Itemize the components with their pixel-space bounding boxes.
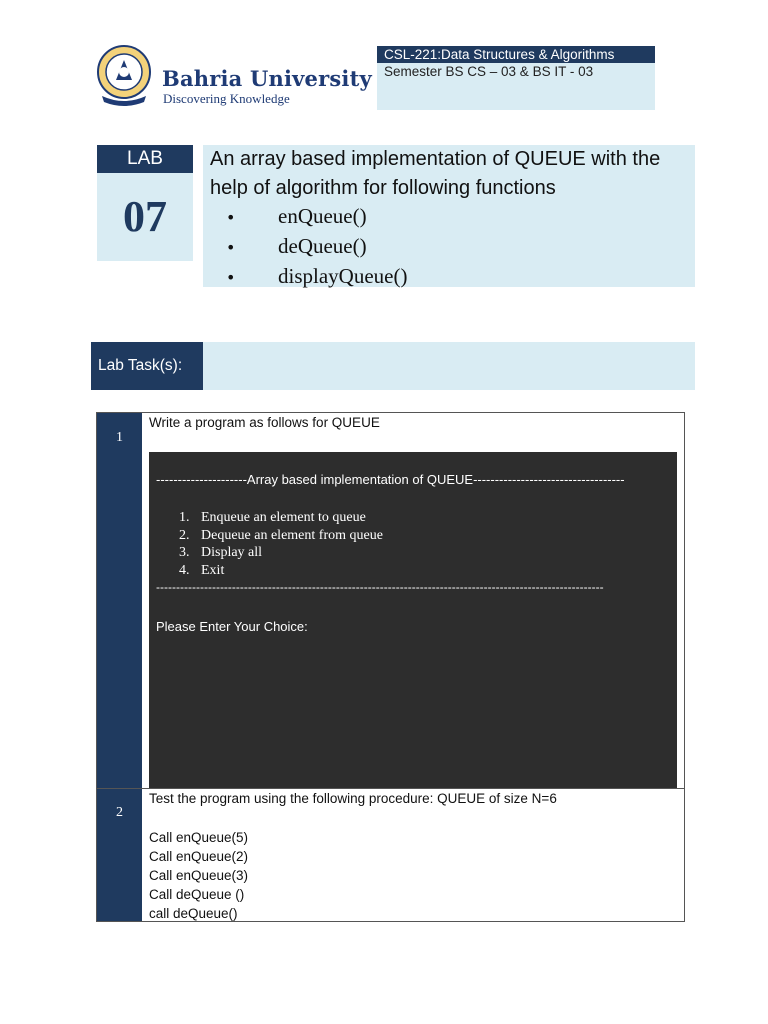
- step-item: Call enQueue(2): [149, 849, 249, 864]
- console-divider: ----------------------------------------------------------------------------------------------------------------: [156, 580, 604, 594]
- bullet-icon: •: [226, 268, 236, 287]
- task-2-text: Test the program using the following procedure: QUEUE of size N=6: [149, 791, 557, 806]
- lab-number: 07: [123, 192, 167, 241]
- bullet-icon: •: [226, 238, 236, 257]
- lab-tasks-banner: [203, 342, 695, 390]
- lab-tasks-label: Lab Task(s):: [91, 342, 203, 390]
- lab-label: LAB: [97, 145, 193, 173]
- function-list: [226, 202, 407, 292]
- task-number-column: [97, 413, 142, 921]
- bullet-icon: •: [226, 208, 236, 227]
- lab-title: An array based implementation of QUEUE with the help of algorithm for following functions: [210, 148, 661, 199]
- console-prompt: Please Enter Your Choice:: [156, 619, 308, 634]
- test-steps: [149, 828, 248, 923]
- task-number-2: 2: [116, 805, 123, 820]
- list-item: • deQueue(): [226, 232, 407, 262]
- university-tagline: Discovering Knowledge: [163, 91, 290, 106]
- menu-item: 3. Display all: [179, 545, 263, 561]
- semester-info: Semester BS CS – 03 & BS IT - 03: [384, 64, 594, 79]
- menu-item: 1. Enqueue an element to queue: [179, 510, 366, 525]
- console-menu: [172, 509, 383, 579]
- university-seal-icon: [96, 42, 152, 108]
- task-1-text: Write a program as follows for QUEUE: [149, 415, 380, 430]
- menu-item: 2. Dequeue an element from queue: [179, 527, 383, 543]
- step-item: Call enQueue(3): [149, 868, 249, 883]
- list-item: • displayQueue(): [226, 262, 407, 292]
- university-name: Bahria University: [162, 66, 372, 91]
- university-logo: [96, 42, 372, 112]
- menu-item: 4. Exit: [179, 562, 225, 578]
- step-item: call deQueue(): [149, 906, 238, 921]
- task-number-1: 1: [116, 430, 123, 445]
- step-item: Call enQueue(5): [149, 830, 249, 845]
- list-item: • enQueue(): [226, 202, 407, 232]
- console-heading: ---------------------Array based implementation of QUEUE-----------------------------------: [156, 472, 625, 487]
- course-title: CSL-221:Data Structures & Algorithms: [377, 46, 655, 63]
- step-item: Call deQueue (): [149, 887, 245, 902]
- row-divider: [97, 788, 684, 789]
